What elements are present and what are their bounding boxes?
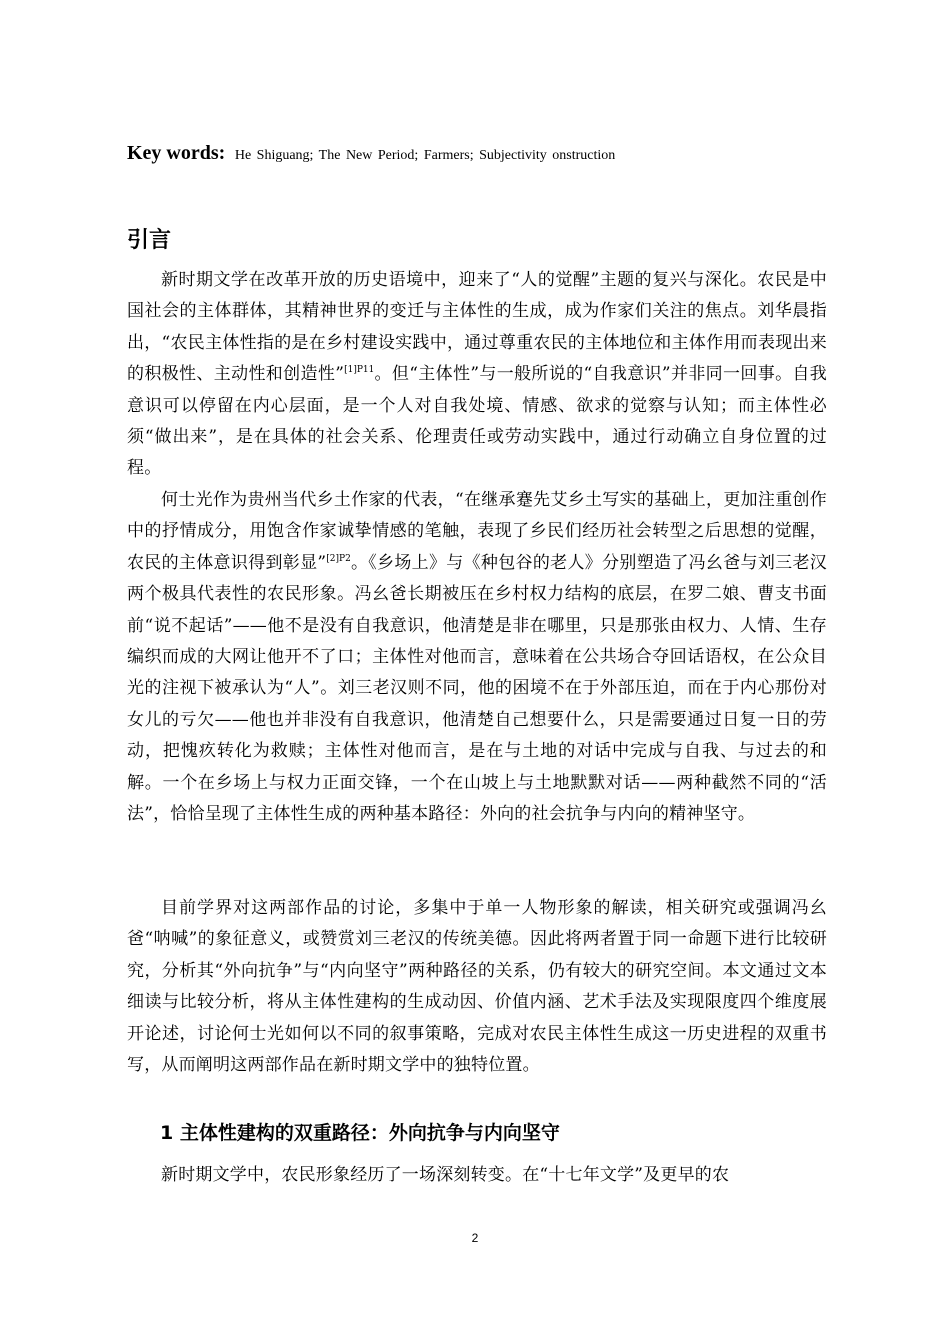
section-1-paragraph-start: 新时期文学中，农民形象经历了一场深刻转变。在“十七年文学”及更早的农: [161, 1165, 730, 1185]
intro-paragraph-1: [127, 265, 827, 485]
keywords-line: [127, 142, 847, 165]
paragraph-text: 。但“主体性”与一般所说的“自我意识”并非同一回事。自我意识可以停留在内心层面，是一个人对自我处境、情感、欲求的觉察与认知；而主体性必须“做出来”，是在具体的社会关系、伦理责任或劳动实践中，通过行动确立自身位置的过程。: [127, 364, 827, 479]
intro-heading: 引言: [127, 228, 172, 253]
intro-paragraph-3: 目前学界对这两部作品的讨论，多集中于单一人物形象的解读，相关研究或强调冯幺爸“呐喊”的象征意义，或赞赏刘三老汉的传统美德。因此将两者置于同一命题下进行比较研究，分析其“外向抗争”与“内向坚守”两种路径的关系，仍有较大的研究空间。本文通过文本细读与比较分析，将从主体性建构的生成动因、价值内涵、艺术手法及实现限度四个维度展开论述，讨论何士光如何以不同的叙事策略，完成对农民主体性生成这一历史进程的双重书写，从而阐明这两部作品在新时期文学中的独特位置。: [127, 898, 827, 1076]
keywords-label: Key words:: [127, 142, 226, 164]
citation-marker: [1]P11: [344, 365, 375, 376]
page-number: 2: [471, 1231, 479, 1245]
paragraph-text: 新时期文学在改革开放的历史语境中，迎来了“人的觉醒”主题的复兴与深化。农民是中国社会的主体群体，其精神世界的变迁与主体性的生成，成为作家们关注的焦点。刘华晨指出，“农民主体性指的是在乡村建设实践中，通过尊重农民的主体地位和主体作用而表现出来的积极性、主动性和创造性”: [127, 270, 827, 385]
keywords-text: He Shiguang; The New Period; Farmers; Subjectivity onstruction: [234, 148, 616, 163]
citation-marker: [2]P2: [326, 553, 351, 564]
paragraph-text: 何士光作为贵州当代乡土作家的代表，“在继承蹇先艾乡土写实的基础上，更加注重创作中的抒情成分，用饱含作家诚挚情感的笔触，表现了乡民们经历社会转型之后思想的觉醒，农民的主体意识得到彰显”: [127, 490, 827, 573]
paragraph-text: 。《乡场上》与《种包谷的老人》分别塑造了冯幺爸与刘三老汉两个极具代表性的农民形象。冯幺爸长期被压在乡村权力结构的底层，在罗二娘、曹支书面前“说不起话”——他不是没有自我意识，他清楚是非在哪里，只是那张由权力、人情、生存编织而成的大网让他开不了口；主体性对他而言，意味着在公共场合夺回话语权，在公众目光的注视下被承认为“人”。刘三老汉则不同，他的困境不在于外部压迫，而在于内心那份对女儿的亏欠——他也并非没有自我意识，他清楚自己想要什么，只是需要通过日复一日的劳动，把愧疚转化为救赎；主体性对他而言，是在与土地的对话中完成与自我、与过去的和解。一个在乡场上与权力正面交锋，一个在山坡上与土地默默对话——两种截然不同的“活法”，恰恰呈现了主体性生成的两种基本路径：外向的社会抗争与内向的精神坚守。: [127, 552, 827, 825]
section-1-heading: 1 主体性建构的双重路径：外向抗争与内向坚守: [160, 1122, 560, 1144]
intro-paragraph-2: [127, 485, 827, 830]
